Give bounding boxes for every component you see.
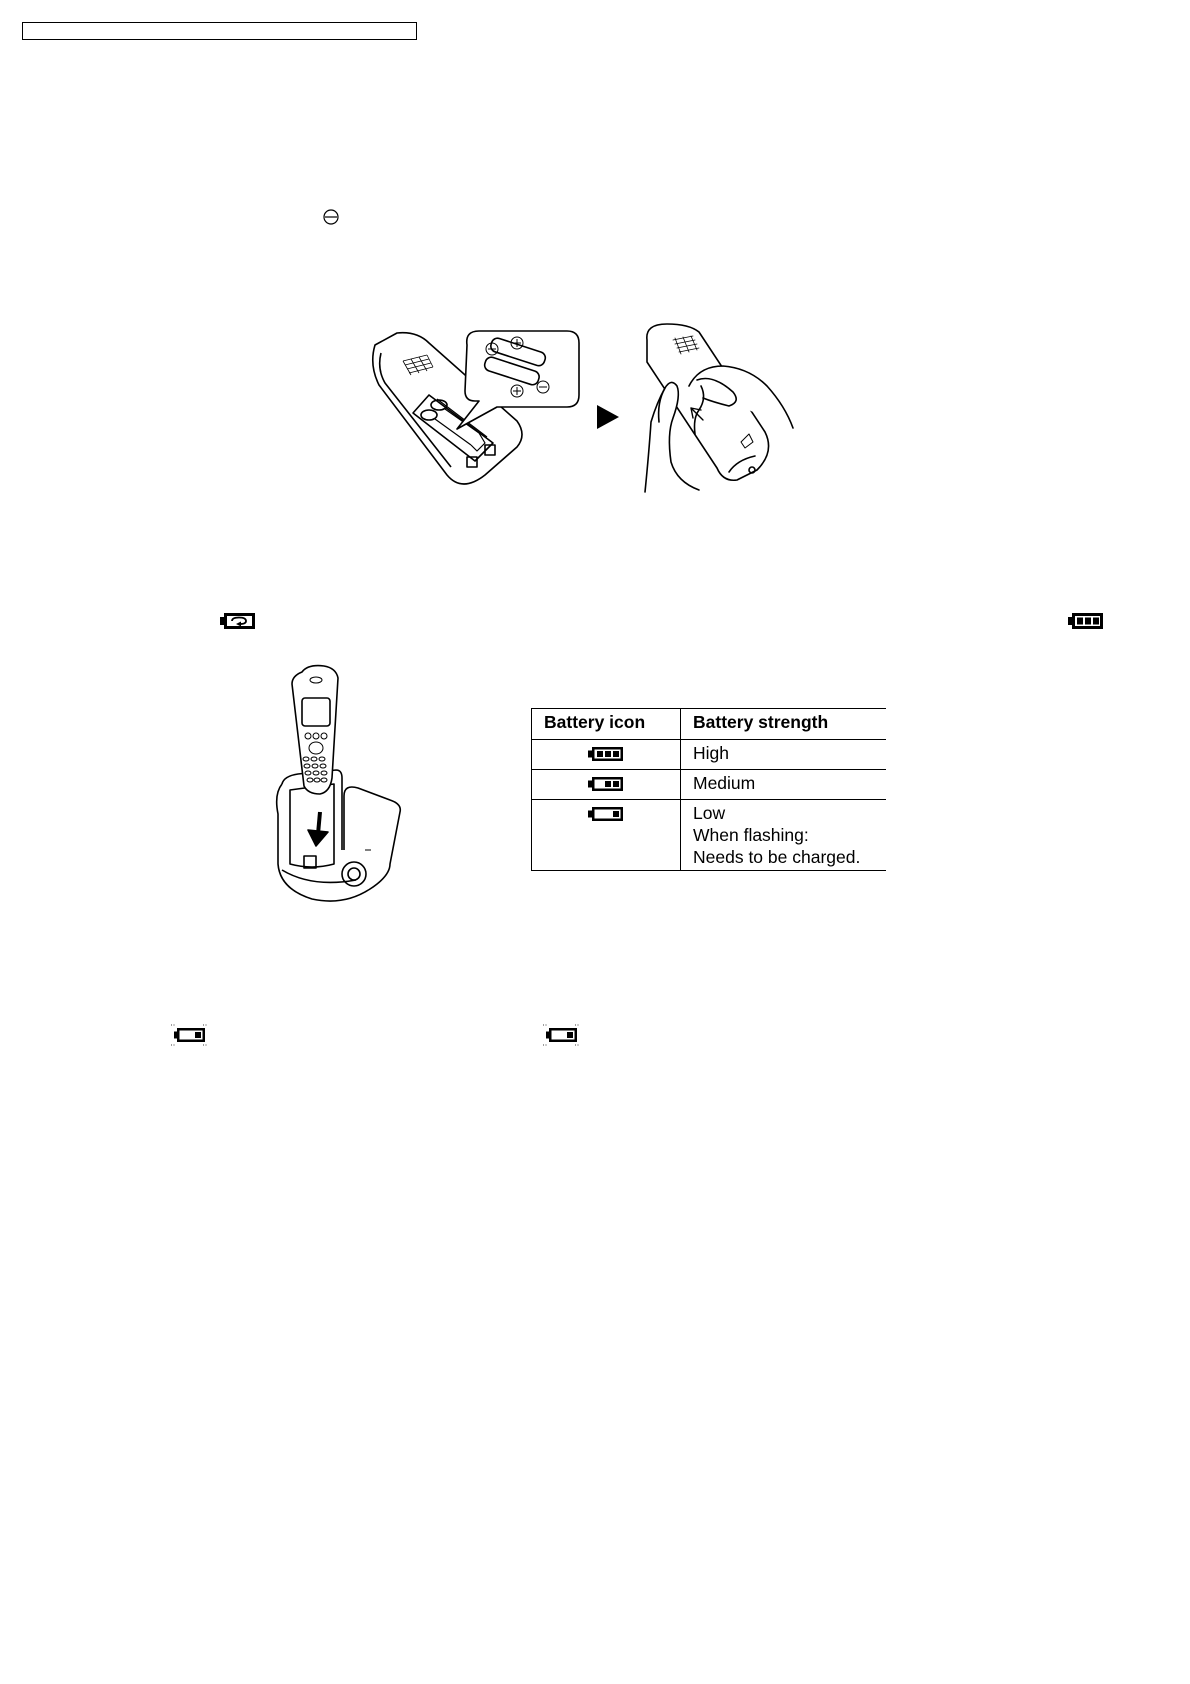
battery-strength-table — [531, 708, 886, 871]
battery-full-icon — [588, 746, 624, 762]
arrow-right-icon — [597, 405, 619, 429]
strength-text: High — [693, 743, 729, 763]
strength-text: Needs to be charged. — [693, 847, 861, 867]
circle-minus-icon — [323, 209, 339, 225]
header-box — [22, 22, 417, 40]
table-cell-strength — [681, 770, 887, 800]
table-cell-icon — [532, 800, 681, 871]
battery-low-icon — [588, 806, 624, 822]
table-row — [532, 770, 887, 800]
battery-low-flashing-icon — [171, 1024, 207, 1046]
battery-insertion-illustration — [367, 325, 582, 490]
table-row — [532, 800, 887, 871]
table-cell-icon — [532, 740, 681, 770]
battery-low-flashing-icon — [543, 1024, 579, 1046]
column-header-battery-strength: Battery strength — [681, 709, 887, 740]
cover-closing-illustration — [637, 322, 797, 497]
column-header-battery-icon: Battery icon — [532, 709, 681, 740]
strength-text: Medium — [693, 773, 756, 793]
battery-full-icon — [1068, 612, 1104, 630]
battery-charging-icon — [220, 612, 256, 630]
strength-text: When flashing: — [693, 825, 809, 845]
table-cell-icon — [532, 770, 681, 800]
table-cell-strength — [681, 740, 887, 770]
table-row — [532, 740, 887, 770]
table-cell-strength — [681, 800, 887, 871]
handset-on-charger-illustration — [272, 664, 407, 909]
battery-medium-icon — [588, 776, 624, 792]
table-header-row — [532, 709, 887, 740]
strength-text: Low — [693, 803, 726, 823]
